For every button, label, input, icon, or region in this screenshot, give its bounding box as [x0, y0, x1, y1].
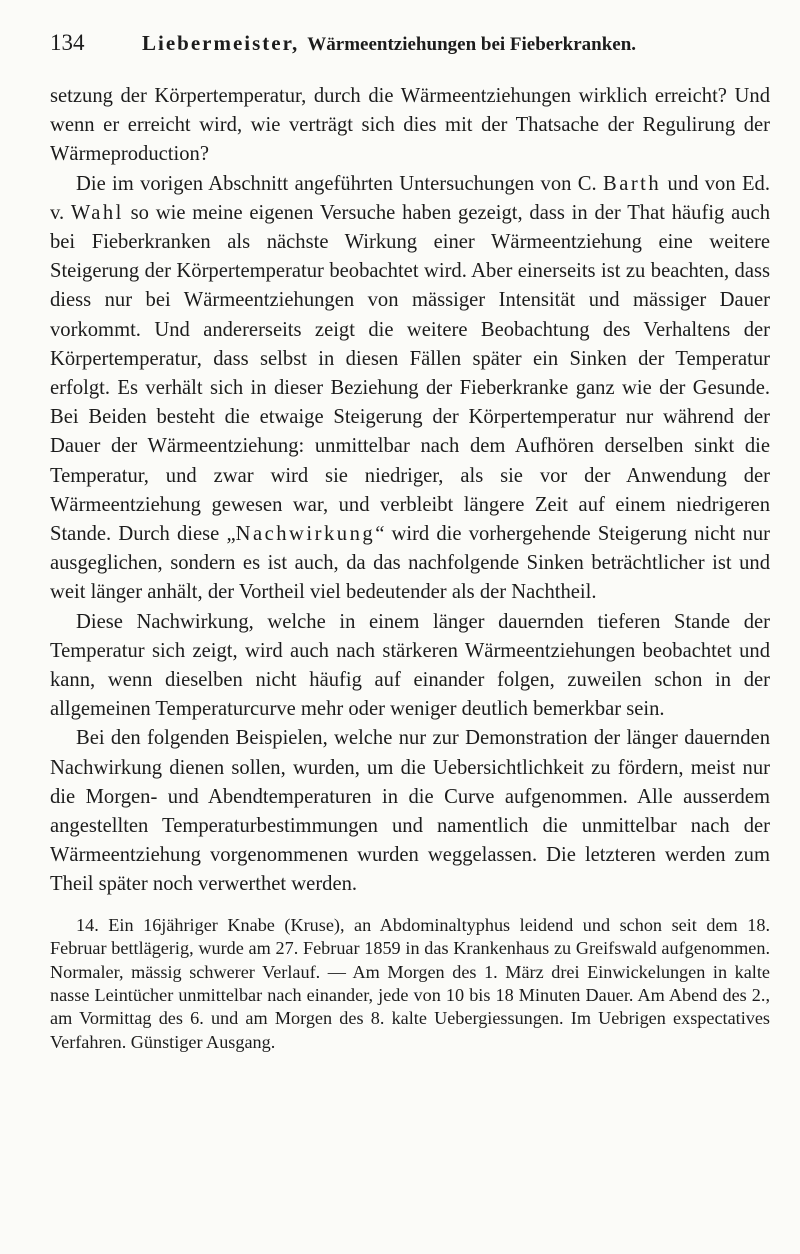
case-report-14: 14. Ein 16jähriger Knabe (Kruse), an Abdominaltyphus leidend und schon seit dem 18. Februar bettlägerig, wurde am 27. Februar 1859 in das Krankenhaus zu Greifswald aufgenommen. Normaler, mässig schwerer Verlauf. — Am Morgen des 1. März drei Einwickelungen in kalte nasse Leintücher unmittelbar nach einander, jede von 10 bis 18 Minuten Dauer. Am Abend des 2., am Vormittag des 6. und am Morgen des 8. kalte Uebergiessungen. Im Uebrigen exspectatives Verfahren. Günstiger Ausgang.: [50, 914, 770, 1052]
running-head: [50, 28, 770, 62]
paragraph-2-part-4: “ wird die vorhergehende Steigerung nicht nur ausgeglichen, sondern es ist auch, da das nachfolgende Sinken beträchtlicher ist und weit länger anhält, der Vortheil viel bedeutender als der Nachtheil.: [50, 523, 771, 604]
author-barth: Barth: [602, 172, 662, 195]
author-name: Liebermeister,: [142, 31, 300, 55]
term-nachwirkung: Nachwirkung: [235, 523, 376, 546]
page-number: 134: [50, 30, 85, 55]
paragraph-2: [50, 170, 770, 608]
paragraph-3: Diese Nachwirkung, welche in einem länger dauernden tieferen Stande der Temperatur sich zeigt, wird auch nach stärkeren Wärmeentziehungen beobachtet und kann, wenn dieselben nicht häufig auf einander folgen, zuweilen schon in der allgemeinen Temperaturcurve mehr oder weniger deutlich bemerkbar sein.: [50, 610, 770, 721]
paragraph-2-part-2: und von Ed. v.: [50, 172, 770, 224]
chapter-title: Wärmeentziehungen bei Fieberkranken.: [307, 34, 637, 55]
paragraph-2-part-3: so wie meine eigenen Versuche haben gezeigt, dass in der That häufig auch bei Fieberkranken als nächste Wirkung einer Wärmeentziehung eine weitere Steigerung der Körpertemperatur beobachtet wird. Aber einerseits ist zu beachten, dass diess nur bei Wärmeentziehungen von mässiger Intensität und mässiger Dauer vorkommt. Und andererseits zeigt die weitere Beobachtung des Verhaltens der Körpertemperatur, dass selbst in diesen Fällen später ein Sinken der Temperatur erfolgt. Es verhält sich in dieser Beziehung der Fieberkranke ganz wie der Gesunde. Bei Beiden besteht die etwaige Steigerung der Körpertemperatur nur während der Dauer der Wärmeentziehung: unmittelbar nach dem Aufhören derselben sinkt die Temperatur, und zwar wird sie niedriger, als sie vor der Anwendung der Wärmeentziehung gewesen war, und verbleibt längere Zeit auf einem niedrigeren Stande. Durch diese „: [50, 201, 770, 546]
paragraph-4: Bei den folgenden Beispielen, welche nur zur Demonstration der länger dauernden Nachwirkung dienen sollen, wurden, um die Uebersichtlichkeit zu fördern, meist nur die Morgen- und Abendtemperaturen in die Curve aufgenommen. Alle ausserdem angestellten Temperaturbestimmungen und namentlich die unmittelbar nach der Wärmeentziehung vorgenommenen wurden weggelassen. Die letzteren werden zum Theil später noch verwerthet werden.: [50, 727, 770, 896]
body-text: [50, 82, 770, 900]
paragraph-1: setzung der Körpertemperatur, durch die Wärmeentziehungen wirklich erreicht? Und wenn er erreicht wird, wie verträgt sich dies mit der Thatsache der Regulirung der Wärmeproduction?: [50, 85, 770, 166]
book-page: [50, 28, 770, 1054]
author-wahl: Wahl: [70, 201, 124, 224]
case-report: [50, 914, 770, 1054]
paragraph-2-part-1: Die im vorigen Abschnitt angeführten Untersuchungen von C.: [76, 172, 603, 195]
